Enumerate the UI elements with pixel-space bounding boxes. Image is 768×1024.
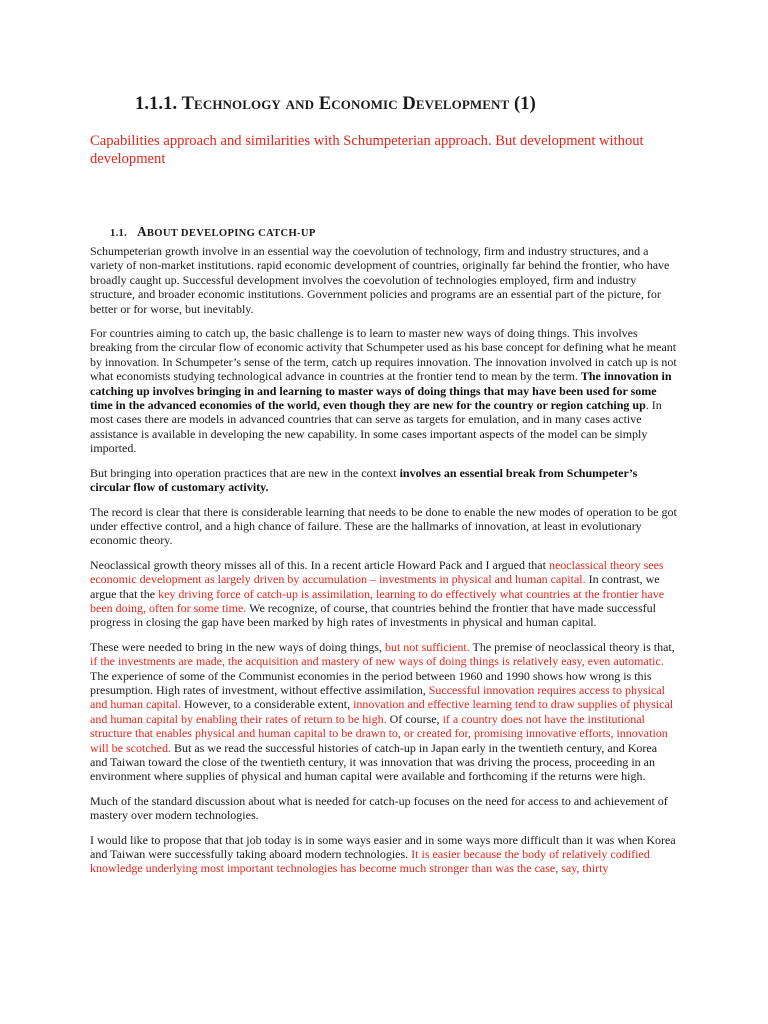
bold-text: The innovation in catching up involves bringing in and learning to master ways of doing things that may have been used for some time in the advanced economies of the world, even though they are new for the country or region catching up bbox=[90, 369, 672, 413]
highlighted-text: innovation and effective learning tend to draw supplies of physical and human capital by enabling their rates of return to be high. bbox=[90, 697, 674, 726]
text-run: However, to a considerable extent, bbox=[180, 697, 354, 712]
text-run: Schumpeterian growth involve in an essential way the coevolution of technology, firm and industry structures, and a variety of non-market institutions. rapid economic development of countries, originally far behind the frontier, who have broadly caught up. Successful development involves the coevolution of technologies employed, firm and industry structure, and broader economic institutions. Government policies and programs are an essential part of the picture, for better or for worse, but inevitably. bbox=[90, 244, 670, 316]
document-body bbox=[90, 244, 677, 886]
text-run: For countries aiming to catch up, the basic challenge is to learn to master new ways of doing things. This involves breaking from the circular flow of economic activity that Schumpeter used as his base concept for defining what he meant by innovation. In Schumpeter’s sense of the term, catch up requires innovation. The innovation involved in catch up is not what economists studying technological advance in countries at the frontier tend to mean by the term. bbox=[90, 326, 677, 384]
highlighted-text: but not sufficient. bbox=[384, 639, 470, 654]
text-run: The record is clear that there is considerable learning that needs to be done to enable the new modes of operation to be got under effective control, and a high chance of failure. These are the hallmarks of innovation, at least in evolutionary economic theory. bbox=[90, 504, 677, 548]
body-paragraph bbox=[90, 794, 677, 823]
section-initial: A bbox=[137, 224, 147, 239]
section-number: 1.1. bbox=[110, 228, 128, 239]
highlighted-text: neoclassical theory sees economic development as largely driven by accumulation – investments in physical and human capital. bbox=[90, 557, 664, 587]
body-paragraph bbox=[90, 326, 677, 456]
text-run: But as we read the successful histories of catch-up in Japan early in the twentieth century, and Korea and Taiwan toward the close of the twentieth century, it was innovation that was driving the process, proceeding in an environment where supplies of physical and human capital were available and forthcoming if the returns were high. bbox=[90, 740, 658, 784]
highlighted-text: Successful innovation requires access to physical and human capital. bbox=[90, 682, 665, 712]
body-paragraph bbox=[90, 505, 677, 548]
text-run: The experience of some of the Communist economies in the period between 1960 and 1990 shows how wrong is this presumption. High rates of investment, without effective assimilation, bbox=[90, 668, 652, 697]
text-run: In contrast, we argue that the bbox=[90, 572, 660, 601]
text-run: These were needed to bring in the new ways of doing things, bbox=[90, 639, 385, 654]
body-paragraph bbox=[90, 244, 677, 316]
section-title-rest: BOUT DEVELOPING CATCH-UP bbox=[146, 228, 316, 239]
text-run: But bringing into operation practices that are new in the context bbox=[90, 465, 400, 480]
text-run: I would like to propose that that job today is in some ways easier and in some ways more difficult than it was when Korea and Taiwan were successfully taking aboard modern technologies. bbox=[90, 832, 676, 862]
text-run: . In most cases there are models in advanced countries that can serve as targets for emulation, and in many cases active assistance is available in developing the new capability. In some cases important aspects of the model can be simply imported. bbox=[90, 398, 662, 456]
text-run: Much of the standard discussion about what is needed for catch-up focuses on the need for access to and achievement of mastery over modern technologies. bbox=[90, 793, 668, 823]
bold-text: involves an essential break from Schumpeter’s circular flow of customary activity. bbox=[90, 465, 638, 495]
section-heading bbox=[110, 224, 316, 240]
highlighted-text: It is easier because the body of relatively codified knowledge underlying most important technologies has become much stronger than was the case, say, thirty bbox=[90, 847, 650, 876]
text-run: Neoclassical growth theory misses all of this. In a recent article Howard Pack and I argued that bbox=[90, 557, 549, 572]
body-paragraph bbox=[90, 640, 677, 784]
text-run: Of course, bbox=[386, 711, 443, 726]
highlighted-text: if a country does not have the institutional structure that enables physical and human capital to be drawn to, or created for, promising innovative efforts, innovation will be scotched. bbox=[90, 711, 668, 755]
highlighted-text: key driving force of catch-up is assimilation, learning to do effectively what countries at the frontier have been doing, often for some time. bbox=[90, 586, 665, 615]
body-paragraph bbox=[90, 558, 677, 630]
page-title: 1.1.1. Technology and Economic Development (1) bbox=[135, 94, 536, 114]
subtitle-note: Capabilities approach and similarities with Schumpeterian approach. But development without development bbox=[90, 133, 644, 167]
text-run: The premise of neoclassical theory is that, bbox=[469, 639, 675, 654]
body-paragraph bbox=[90, 466, 677, 495]
body-paragraph bbox=[90, 833, 677, 876]
highlighted-text: if the investments are made, the acquisition and mastery of new ways of doing things is relatively easy, even automatic. bbox=[90, 654, 664, 669]
text-run: We recognize, of course, that countries behind the frontier that have made successful progress in closing the gap have been marked by high rates of investments in physical and human capital. bbox=[90, 600, 656, 630]
